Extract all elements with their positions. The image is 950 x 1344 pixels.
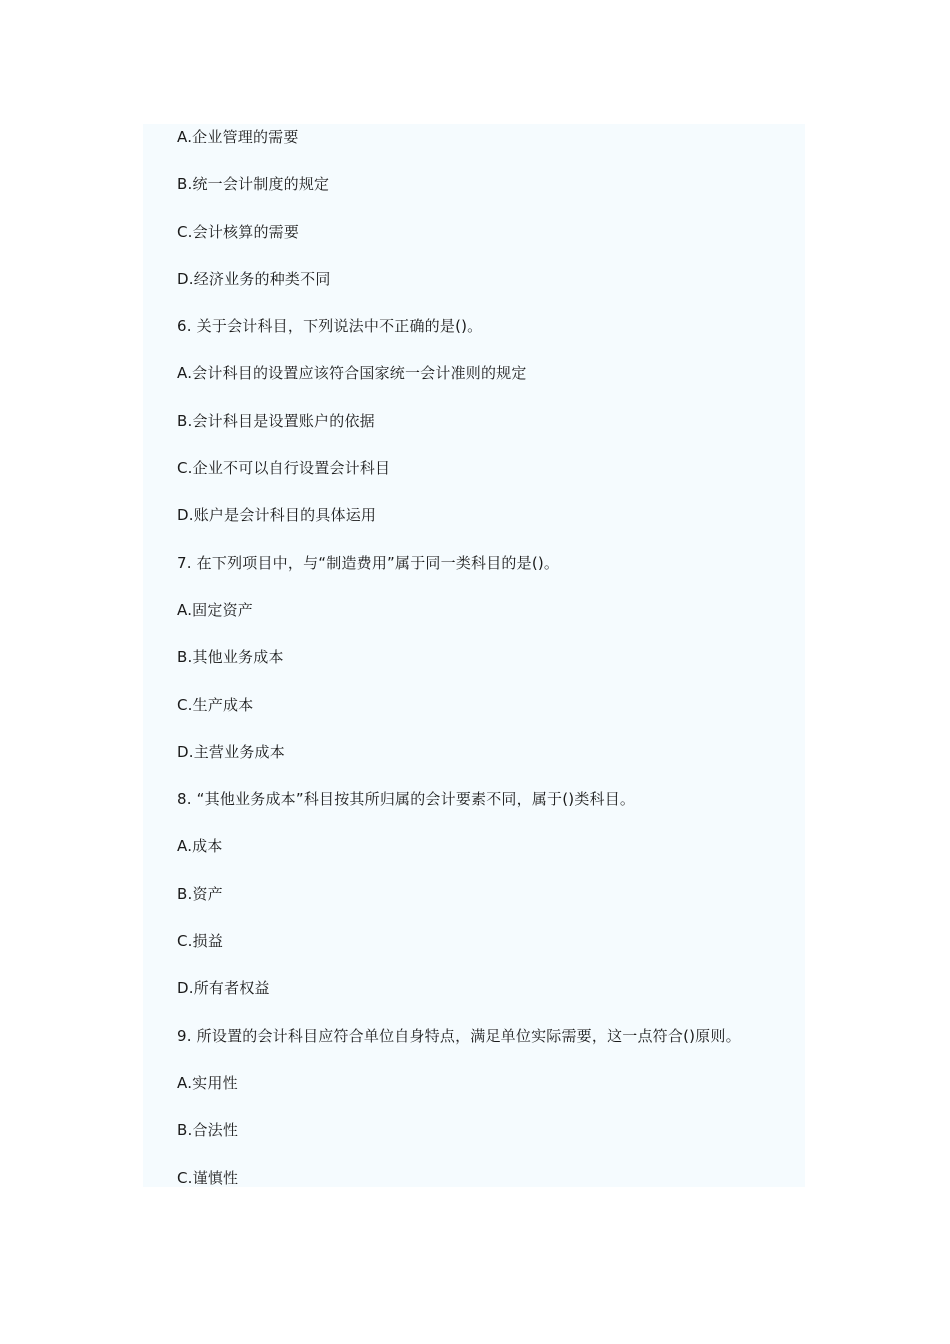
option-a-q6: A.会计科目的设置应该符合国家统一会计准则的规定 (177, 364, 527, 383)
option-a-q5: A.企业管理的需要 (177, 128, 299, 146)
option-c-q5: C.会计核算的需要 (177, 222, 300, 241)
option-b-q8: B.资产 (177, 884, 223, 903)
option-c-q9: C.谨慎性 (177, 1168, 239, 1187)
option-d-q6: D.账户是会计科目的具体运用 (177, 506, 377, 525)
option-d-q8: D.所有者权益 (177, 979, 270, 998)
question-7: 7. 在下列项目中，与“制造费用”属于同一类科目的是()。 (177, 553, 560, 572)
option-c-q8: C.损益 (177, 932, 224, 951)
option-c-q6: C.企业不可以自行设置会计科目 (177, 459, 391, 478)
question-6: 6. 关于会计科目，下列说法中不正确的是()。 (177, 317, 483, 336)
question-9: 9. 所设置的会计科目应符合单位自身特点，满足单位实际需要，这一点符合()原则。 (177, 1026, 741, 1045)
option-b-q9: B.合法性 (177, 1121, 239, 1140)
question-8: 8. “其他业务成本”科目按其所归属的会计要素不同，属于()类科目。 (177, 790, 636, 809)
option-a-q7: A.固定资产 (177, 600, 253, 619)
option-b-q5: B.统一会计制度的规定 (177, 175, 330, 194)
option-d-q7: D.主营业务成本 (177, 742, 285, 761)
option-a-q9: A.实用性 (177, 1073, 238, 1092)
option-d-q5: D.经济业务的种类不同 (177, 269, 331, 288)
option-b-q6: B.会计科目是设置账户的依据 (177, 411, 375, 430)
option-b-q7: B.其他业务成本 (177, 648, 284, 667)
option-c-q7: C.生产成本 (177, 695, 254, 714)
option-a-q8: A.成本 (177, 837, 223, 856)
question-list (177, 126, 817, 1214)
